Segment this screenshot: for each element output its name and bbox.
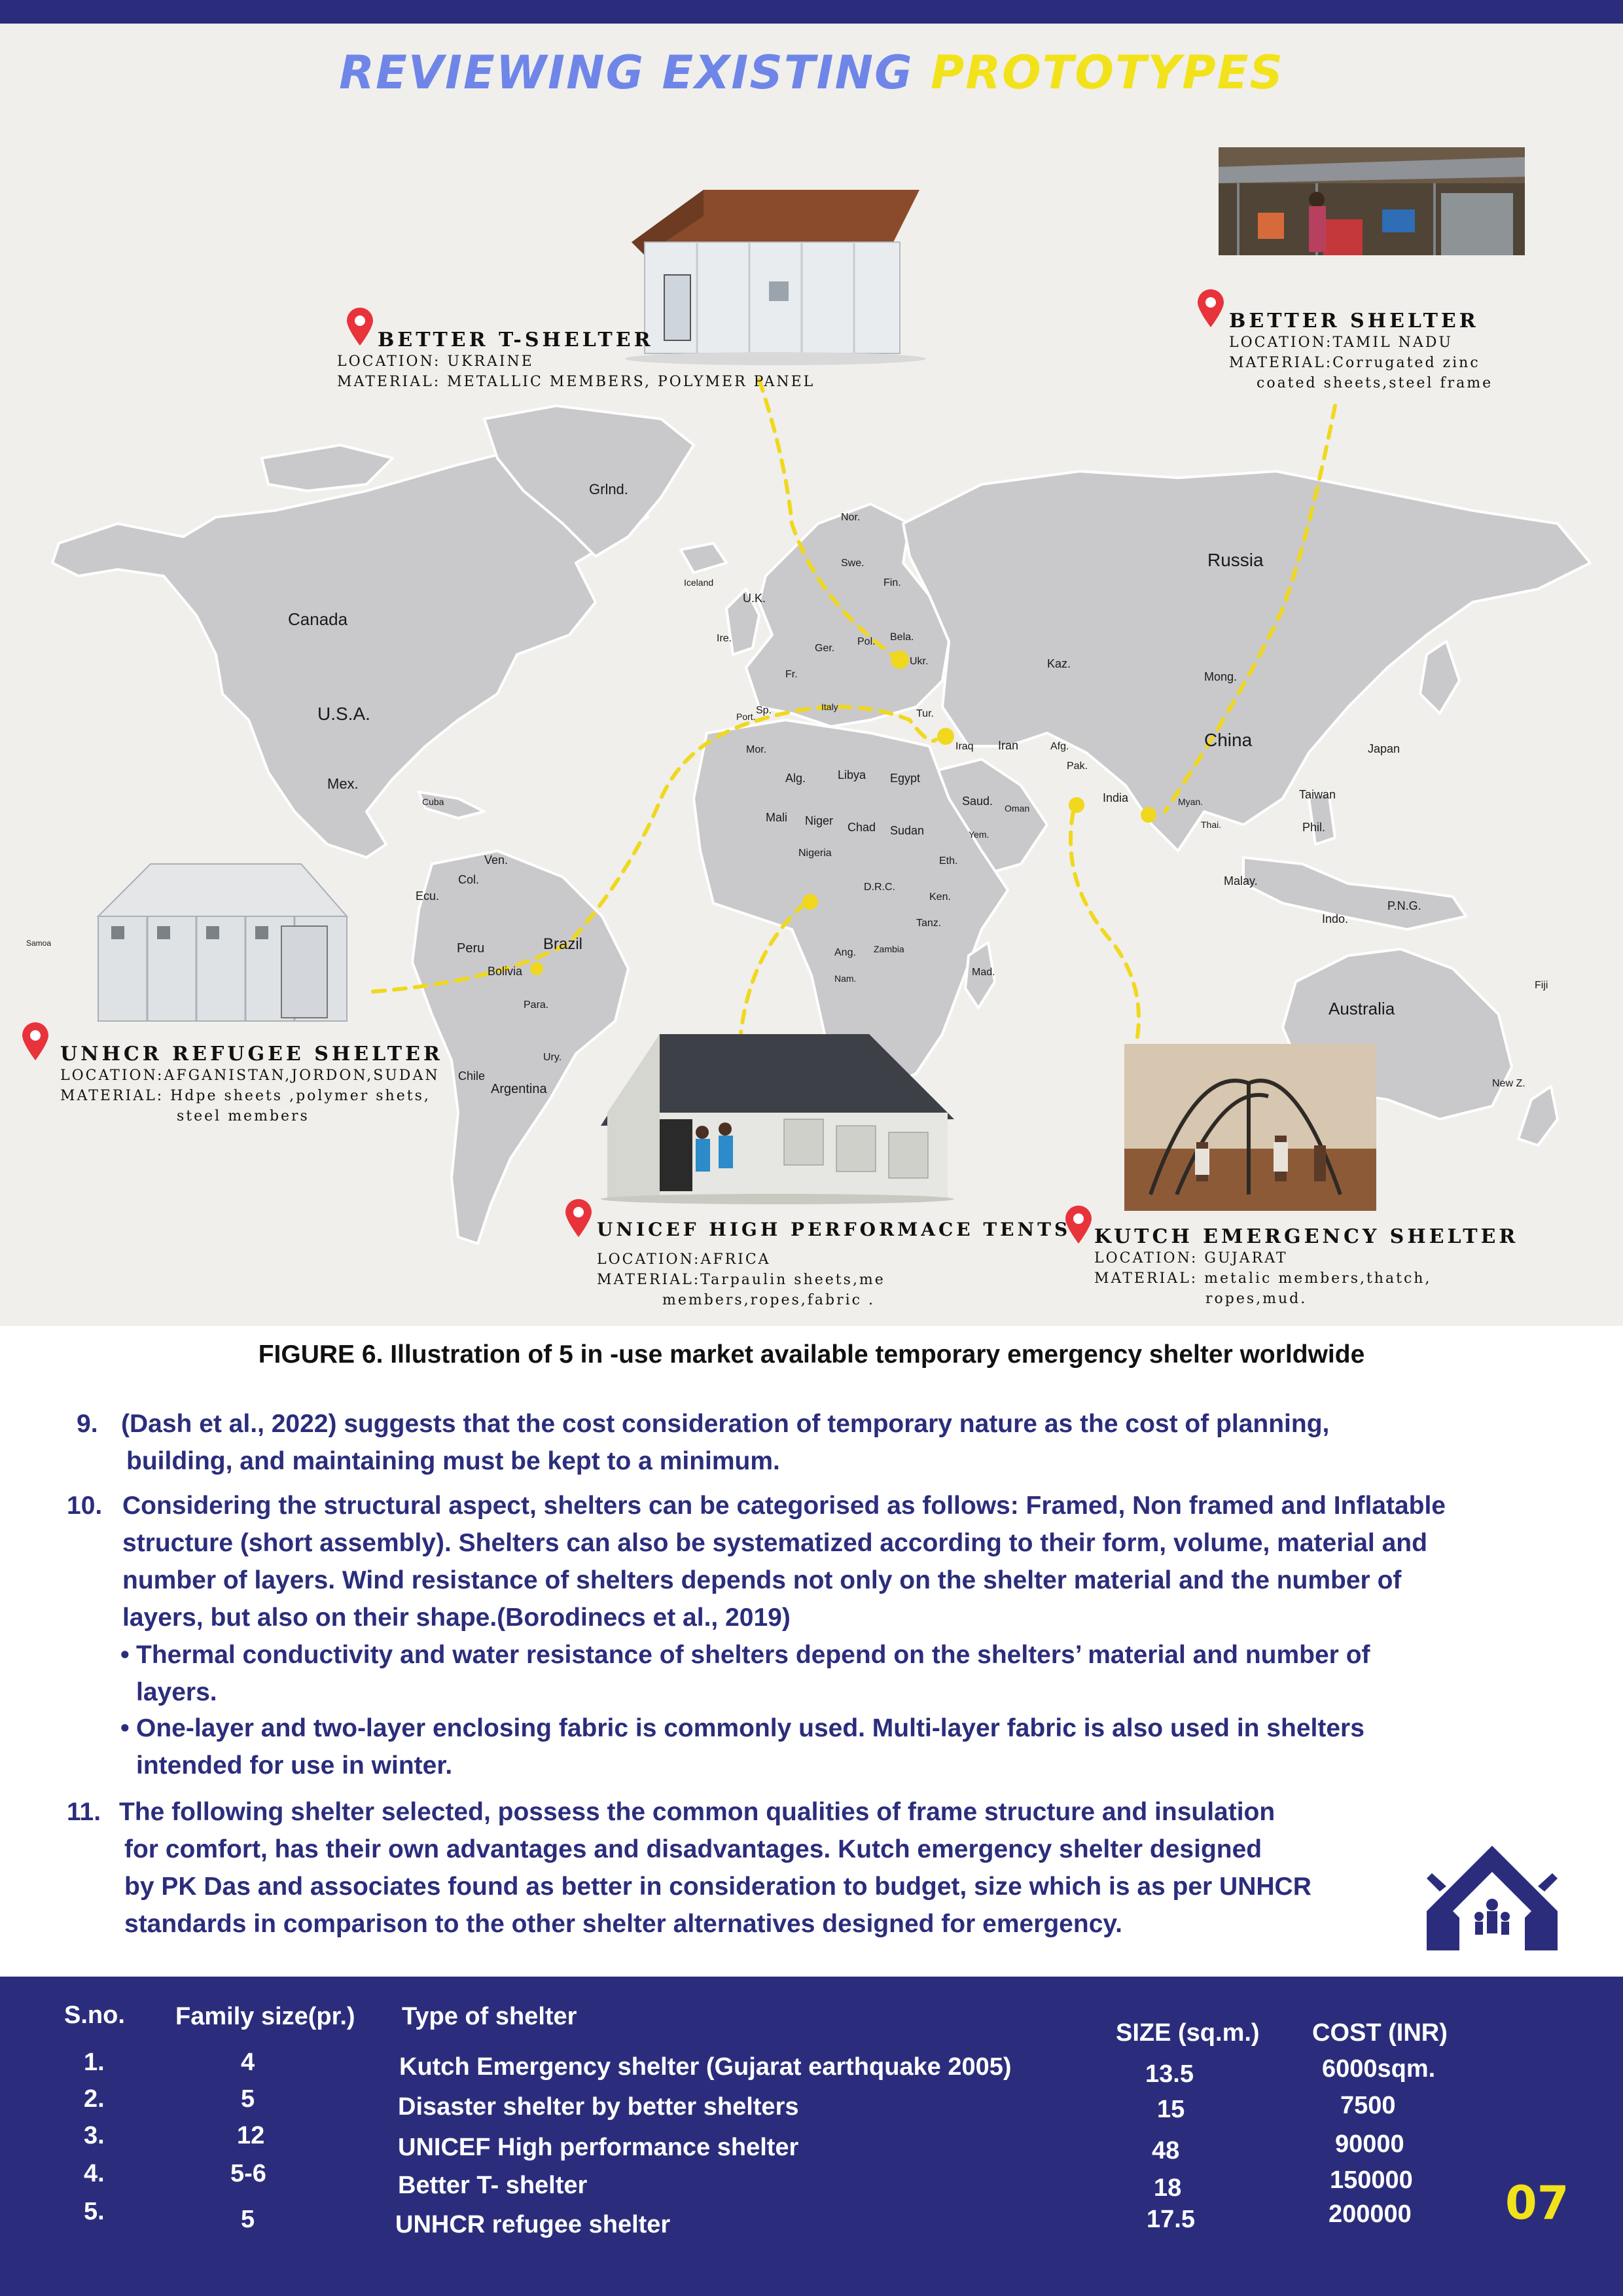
iceland-shape [681,543,726,573]
table-cell-cost: 150000 [1330,2166,1413,2194]
label-ukraine: Ukr. [910,656,929,667]
callout-unhcr [60,1043,443,1126]
label-cuba: Cuba [422,797,444,807]
label-egypt: Egypt [890,772,921,785]
callout-material-cont: members,ropes,fabric . [662,1292,875,1308]
callout-material-cont: steel members [177,1108,310,1124]
label-chad: Chad [847,821,876,834]
label-taiwan: Taiwan [1299,788,1336,801]
table-cell-sno: 3. [84,2122,105,2149]
callout-material-cont: coated sheets,steel frame [1257,375,1493,391]
header-cost: COST (INR) [1312,2019,1448,2047]
paragraph-line: (Dash et al., 2022) suggests that the cost consideration of temporary nature as the cost of planning, [121,1410,1330,1438]
callout-location: LOCATION:TAMIL NADU [1229,334,1453,351]
label-poland: Pol. [857,636,876,647]
label-turkey: Tur. [916,708,934,719]
label-venezuela: Ven. [484,853,508,867]
label-ireland: Ire. [717,633,732,644]
paragraph-11 [67,1793,1311,1943]
table-cell-sno: 5. [84,2198,105,2225]
callout-better-t-shelter [337,329,815,392]
label-myanmar: Myan. [1178,797,1204,807]
label-canada: Canada [288,609,348,629]
callout-material: MATERIAL: metalic members,thatch, [1094,1270,1432,1287]
callout-unicef [597,1219,1071,1310]
header-family-size: Family size(pr.) [175,2003,355,2030]
indonesia-shape [1243,857,1466,929]
table-cell-sno: 1. [84,2049,105,2076]
label-algeria: Alg. [785,772,806,785]
top-band [0,0,1623,24]
callout-location: LOCATION: UKRAINE [337,353,534,370]
photo-better-shelter [1219,147,1525,255]
callout-better-shelter [1229,310,1493,393]
paragraph-line: layers. [136,1678,217,1706]
table-cell-type: Disaster shelter by better shelters [398,2093,799,2121]
label-india: India [1103,791,1129,804]
label-greenland: Grlnd. [589,481,628,497]
page-title [0,46,1623,99]
paragraph-line: One-layer and two-layer enclosing fabric is commonly used. Multi-layer fabric is also used in shelters [136,1714,1364,1742]
label-yemen: Yem. [969,829,990,840]
table-cell-sno: 4. [84,2160,105,2187]
callout-name: UNICEF HIGH PERFORMACE TENTS [597,1219,1071,1240]
page-number: 07 [1505,2176,1569,2230]
label-italy: Italy [821,702,838,712]
paragraph-line: standards in comparison to the other shelter alternatives designed for emergency. [124,1910,1123,1938]
south-america-shape [412,851,628,1244]
paragraph-line: for comfort, has their own advantages and disadvantages. Kutch emergency shelter designed [124,1835,1262,1863]
table-cell-family: 5 [241,2085,255,2113]
photo-unhcr-shelter [85,844,360,1034]
label-bolivia: Bolivia [488,965,523,978]
japan-shape [1420,641,1459,713]
paragraph-line: number of layers. Wind resistance of shelters depends not only on the shelter material and the number of [122,1566,1402,1594]
table-cell-size: 48 [1152,2137,1180,2164]
label-mali: Mali [766,811,788,824]
paragraph-line: by PK Das and associates found as better in consideration to budget, size which is as per UNHCR [124,1873,1311,1901]
label-uk: U.K. [743,592,766,605]
label-zambia: Zambia [874,944,904,954]
callout-kutch [1094,1225,1518,1309]
table-cell-family: 5-6 [230,2160,266,2187]
arctic-islands-shape [262,445,393,491]
label-morocco: Mor. [746,744,767,755]
callout-name: UNHCR REFUGEE SHELTER [60,1043,443,1066]
label-png: P.N.G. [1387,899,1421,912]
label-china: China [1204,730,1253,750]
title-part-2: PROTOTYPES [930,46,1284,99]
label-ethiopia: Eth. [939,855,958,867]
label-portugal: Port. [736,711,756,722]
callout-name: KUTCH EMERGENCY SHELTER [1094,1225,1519,1248]
route-dot-tamil [1141,807,1156,823]
pin-unhcr [21,1022,50,1062]
table-cell-size: 17.5 [1147,2206,1195,2233]
label-angola: Ang. [834,947,856,958]
route-dot-ukraine [891,651,909,669]
label-russia: Russia [1207,550,1264,570]
label-kazakhstan: Kaz. [1047,657,1071,670]
item-number: 11. [67,1798,101,1826]
new-zealand-shape [1518,1086,1558,1145]
bullet-2 [120,1710,1364,1784]
item-number: 10. [67,1492,103,1520]
label-sudan: Sudan [890,824,925,837]
label-argentina: Argentina [491,1082,547,1096]
label-afghanistan: Afg. [1050,741,1069,752]
table-cell-sno: 2. [84,2085,105,2113]
table-cell-type: Better T- shelter [398,2172,588,2199]
label-usa: U.S.A. [317,704,370,724]
table-cell-family: 4 [241,2049,255,2076]
bullet-marker: • [120,1714,130,1742]
label-iraq: Iraq [955,741,974,752]
paragraph-line: intended for use in winter. [136,1751,453,1780]
pin-unicef [564,1199,593,1238]
paragraph-line: The following shelter selected, possess the common qualities of frame structure and insulation [119,1798,1275,1826]
figure-caption: FIGURE 6. Illustration of 5 in -use market available temporary emergency shelter worldwide [258,1340,1365,1369]
label-phil: Phil. [1302,821,1326,834]
callout-material: MATERIAL:Tarpaulin sheets,me [597,1272,885,1288]
label-chile: Chile [458,1069,486,1083]
table-cell-family: 12 [237,2122,265,2149]
label-fiji: Fiji [1535,980,1548,991]
photo-unicef-tent [601,1028,967,1204]
table-cell-type: Kutch Emergency shelter (Gujarat earthquake 2005) [399,2053,1012,2081]
label-sweden: Swe. [841,558,865,569]
table-cell-cost: 6000sqm. [1322,2055,1436,2083]
callout-name: BETTER SHELTER [1229,310,1479,332]
route-gujarat [1071,812,1139,1060]
label-namibia: Nam. [834,973,857,984]
label-saudi: Saud. [962,795,993,808]
label-madagascar: Mad. [972,967,995,978]
header-size: SIZE (sq.m.) [1116,2019,1260,2047]
label-brazil: Brazil [543,935,583,953]
label-tanzania: Tanz. [916,918,942,929]
label-finland: Fin. [883,577,901,588]
route-dot-turkey [937,728,954,745]
header-type: Type of shelter [402,2003,577,2030]
header-sno: S.no. [64,2001,125,2029]
label-paraguay: Para. [524,999,549,1011]
table-cell-type: UNHCR refugee shelter [395,2211,671,2238]
paragraph-10 [67,1487,1446,1636]
label-mongolia: Mong. [1204,670,1238,683]
paragraph-line: Thermal conductivity and water resistance of shelters depend on the shelters’ material and number of [136,1641,1370,1669]
paragraph-line: structure (short assembly). Shelters can also be systematized according to their form, volume, material and [122,1529,1427,1557]
table-cell-family: 5 [241,2206,255,2233]
label-spain: Sp. [756,705,772,716]
label-japan: Japan [1368,742,1400,755]
table-cell-cost: 7500 [1340,2092,1396,2119]
label-germany: Ger. [815,643,835,654]
callout-location: LOCATION: GUJARAT [1094,1250,1288,1266]
label-australia: Australia [1329,999,1395,1018]
route-dot-nigeria [802,894,818,910]
item-number: 9. [77,1410,98,1438]
paragraph-line: building, and maintaining must be kept to a minimum. [126,1447,780,1475]
bullet-marker: • [120,1641,130,1669]
label-ecuador: Ecu. [416,889,440,903]
paragraph-line: layers, but also on their shape.(Borodinecs et al., 2019) [122,1604,791,1632]
label-thailand: Thai. [1201,819,1222,830]
label-iceland: Iceland [684,577,714,588]
label-france: Fr. [785,669,798,680]
callout-name: BETTER T-SHELTER [378,329,654,351]
bullet-1 [120,1636,1370,1711]
callout-location: LOCATION:AFGANISTAN,JORDON,SUDAN [60,1067,440,1084]
label-belarus: Bela. [890,632,914,643]
label-norway: Nor. [841,512,861,523]
label-drc: D.R.C. [864,882,895,893]
callout-material: MATERIAL: Hdpe sheets ,polymer shets, [60,1088,431,1104]
route-dot-gujarat [1069,797,1084,813]
title-part-1: REVIEWING EXISTING [339,46,914,99]
pin-better-shelter [1196,289,1225,329]
table-cell-cost: 200000 [1329,2200,1412,2228]
label-oman: Oman [1005,803,1030,814]
label-iran: Iran [998,739,1019,752]
callout-material-cont: ropes,mud. [1205,1291,1308,1307]
callout-material: MATERIAL:Corrugated zinc [1229,355,1480,371]
label-nigeria: Nigeria [798,848,832,859]
label-peru: Peru [457,941,485,956]
label-indonesia: Indo. [1322,912,1349,925]
label-mexico: Mex. [327,776,359,792]
callout-location: LOCATION:AFRICA [597,1251,771,1268]
label-libya: Libya [838,768,866,781]
label-pakistan: Pak. [1067,761,1088,772]
paragraph-9 [77,1405,1330,1480]
callout-material: MATERIAL: METALLIC MEMBERS, POLYMER PANEL [337,374,815,390]
label-nz: New Z. [1492,1078,1525,1089]
table-cell-cost: 90000 [1335,2130,1404,2158]
label-uruguay: Ury. [543,1052,562,1063]
table-cell-size: 15 [1157,2096,1185,2123]
label-colombia: Col. [458,873,480,886]
table-cell-type: UNICEF High performance shelter [398,2134,799,2161]
shelter-hands-logo [1414,1839,1571,1957]
label-kenya: Ken. [929,891,951,903]
label-niger: Niger [805,814,834,827]
table-cell-size: 18 [1154,2174,1182,2202]
table-cell-size: 13.5 [1145,2060,1194,2088]
label-malaysia: Malay. [1224,874,1258,888]
route-dot-bolivia [530,962,543,975]
paragraph-line: Considering the structural aspect, shelters can be categorised as follows: Framed, Non framed and Inflatable [122,1492,1446,1520]
label-samoa: Samoa [26,939,52,948]
photo-kutch-shelter [1124,1044,1376,1211]
